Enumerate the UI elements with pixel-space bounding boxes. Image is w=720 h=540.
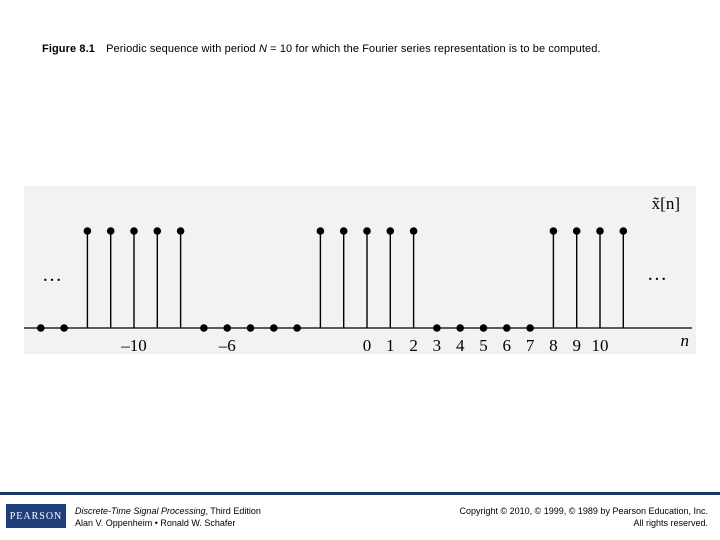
x-axis-label: n — [680, 331, 689, 350]
book-title: Discrete-Time Signal Processing — [75, 506, 206, 516]
x-tick-label: 2 — [409, 336, 418, 354]
stem-point — [154, 227, 162, 235]
x-tick-label: 5 — [479, 336, 488, 354]
stem-n5 — [480, 324, 488, 332]
stem-n3 — [433, 324, 441, 332]
book-info — [75, 505, 261, 529]
stem-point — [456, 324, 464, 332]
stem-point — [200, 324, 208, 332]
right-ellipsis: … — [647, 263, 667, 285]
stem-n-13 — [60, 324, 68, 332]
stem-point — [503, 324, 511, 332]
stem-point — [107, 227, 115, 235]
stem-n-5 — [247, 324, 255, 332]
caption-variable: N — [258, 43, 267, 55]
stem-point — [270, 324, 278, 332]
stem-point — [84, 227, 92, 235]
left-ellipsis: … — [42, 264, 62, 286]
stem-point — [410, 227, 418, 235]
book-edition: , Third Edition — [205, 506, 261, 516]
stem-point — [620, 227, 628, 235]
stem-point — [60, 324, 68, 332]
stem-point — [177, 227, 185, 235]
x-tick-label: 8 — [549, 336, 558, 354]
x-tick-label: 0 — [362, 336, 372, 354]
stem-point — [433, 324, 441, 332]
stem-n4 — [456, 324, 464, 332]
plot-background — [24, 186, 696, 354]
caption-text-end: = 10 for which the Fourier series representation is to be computed. — [270, 43, 601, 55]
book-authors: Alan V. Oppenheim • Ronald W. Schafer — [75, 518, 236, 528]
figure-label: Figure 8.1 — [42, 43, 95, 55]
stem-point — [340, 227, 348, 235]
stem-n-7 — [200, 324, 208, 332]
publisher-logo — [6, 504, 66, 528]
stem-point — [526, 324, 534, 332]
stem-point — [387, 227, 395, 235]
footer-divider — [0, 492, 720, 495]
stem-n6 — [503, 324, 511, 332]
stem-point — [480, 324, 488, 332]
stem-point — [37, 324, 45, 332]
publisher-logo-text: PEARSON — [9, 510, 63, 522]
copyright-line-2: All rights reserved. — [633, 518, 708, 528]
x-tick-label: 9 — [572, 336, 581, 354]
x-tick-label: –6 — [218, 336, 236, 354]
stem-point — [596, 227, 604, 235]
stem-point — [573, 227, 581, 235]
stem-n-6 — [223, 324, 231, 332]
stem-plot — [24, 186, 696, 354]
x-tick-label: 3 — [432, 336, 442, 354]
stem-n-3 — [293, 324, 301, 332]
figure-caption — [42, 43, 702, 55]
stem-point — [293, 324, 301, 332]
stem-n7 — [526, 324, 534, 332]
x-tick-label: 4 — [455, 336, 465, 354]
x-tick-label: 10 — [591, 336, 609, 354]
stem-point — [317, 227, 325, 235]
copyright-line-1: Copyright © 2010, © 1999, © 1989 by Pearson Education, Inc. — [459, 506, 708, 516]
x-tick-label: 7 — [525, 336, 535, 354]
x-tick-label: 6 — [502, 336, 512, 354]
caption-text-start: Periodic sequence with period — [106, 43, 256, 55]
copyright-notice — [459, 505, 708, 529]
x-tick-label: –10 — [121, 336, 147, 354]
stem-point — [223, 324, 231, 332]
stem-point — [130, 227, 138, 235]
stem-point — [363, 227, 371, 235]
stem-n-14 — [37, 324, 45, 332]
signal-label: x̃[n] — [651, 194, 680, 213]
stem-n-4 — [270, 324, 278, 332]
stem-point — [247, 324, 255, 332]
x-tick-label: 1 — [386, 336, 395, 354]
stem-point — [550, 227, 558, 235]
